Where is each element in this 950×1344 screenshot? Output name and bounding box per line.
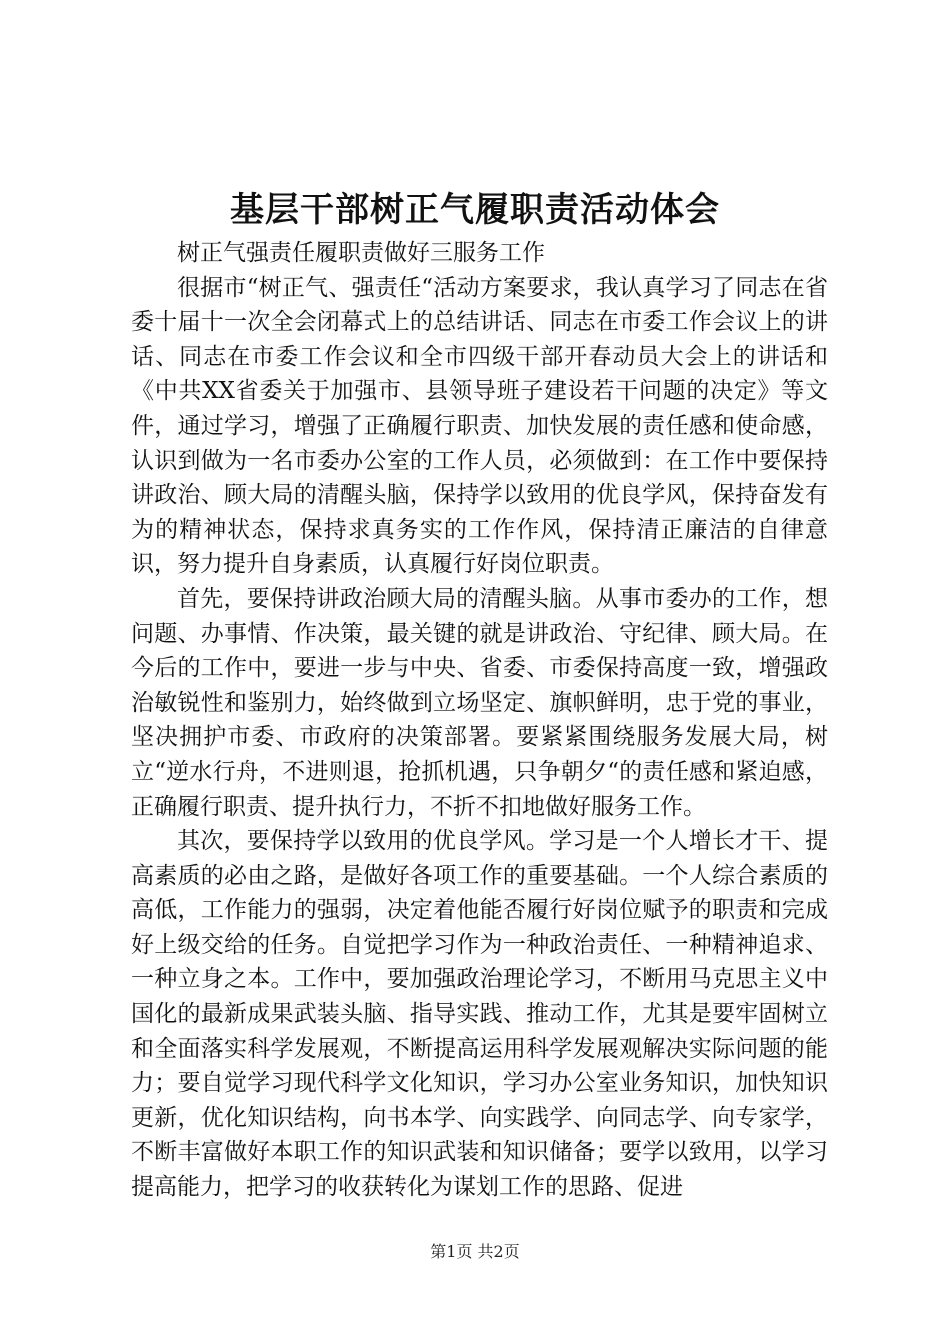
paragraph-first-point: 首先，要保持讲政治顾大局的清醒头脑。从事市委办的工作，想问题、办事情、作决策，最关键的就是讲政治、守纪律、顾大局。在今后的工作中，要进一步与中央、省委、市委保持高度一致，增强政治敏锐性和鉴别力，始终做到立场坚定、旗帜鲜明，忠于党的事业，坚决拥护市委、市政府的决策部署。要紧紧围绕服务发展大局，树立“逆水行舟，不进则退，抢抓机遇，只争朝夕“的责任感和紧迫感，正确履行职责、提升执行力，不折不扣地做好服务工作。 — [131, 585, 828, 820]
document-title: 基层干部树正气履职责活动体会 — [230, 190, 720, 230]
page-footer: 第1页 共2页 — [430, 1242, 520, 1261]
document-body — [131, 236, 828, 1205]
paragraph-subtitle: 树正气强责任履职责做好三服务工作 — [177, 240, 545, 266]
paragraph-second-point: 其次，要保持学以致用的优良学风。学习是一个人增长才干、提高素质的必由之路，是做好各项工作的重要基础。一个人综合素质的高低，工作能力的强弱，决定着他能否履行好岗位赋予的职责和完成好上级交给的任务。自觉把学习作为一种政治责任、一种精神追求、一种立身之本。工作中，要加强政治理论学习，不断用马克思主义中国化的最新成果武装头脑、指导实践、推动工作，尤其是要牢固树立和全面落实科学发展观，不断提高运用科学发展观解决实际问题的能力；要自觉学习现代科学文化知识，学习办公室业务知识，加快知识更新，优化知识结构，向书本学、向实践学、向同志学、向专家学，不断丰富做好本职工作的知识武装和知识储备；要学以致用，以学习提高能力，把学习的收获转化为谋划工作的思路、促进 — [131, 828, 828, 1201]
paragraph-intro: 很据市“树正气、强责任“活动方案要求，我认真学习了同志在省委十届十一次全会闭幕式上的总结讲话、同志在市委工作会议上的讲话、同志在市委工作会议和全市四级干部开春动员大会上的讲话和《中共XX省委关于加强市、县领导班子建设若干问题的决定》等文件，通过学习，增强了正确履行职责、加快发展的责任感和使命感，认识到做为一名市委办公室的工作人员，必须做到：在工作中要保持讲政治、顾大局的清醒头脑，保持学以致用的优良学风，保持奋发有为的精神状态，保持求真务实的工作作风，保持清正廉洁的自律意识，努力提升自身素质，认真履行好岗位职责。 — [131, 274, 828, 578]
